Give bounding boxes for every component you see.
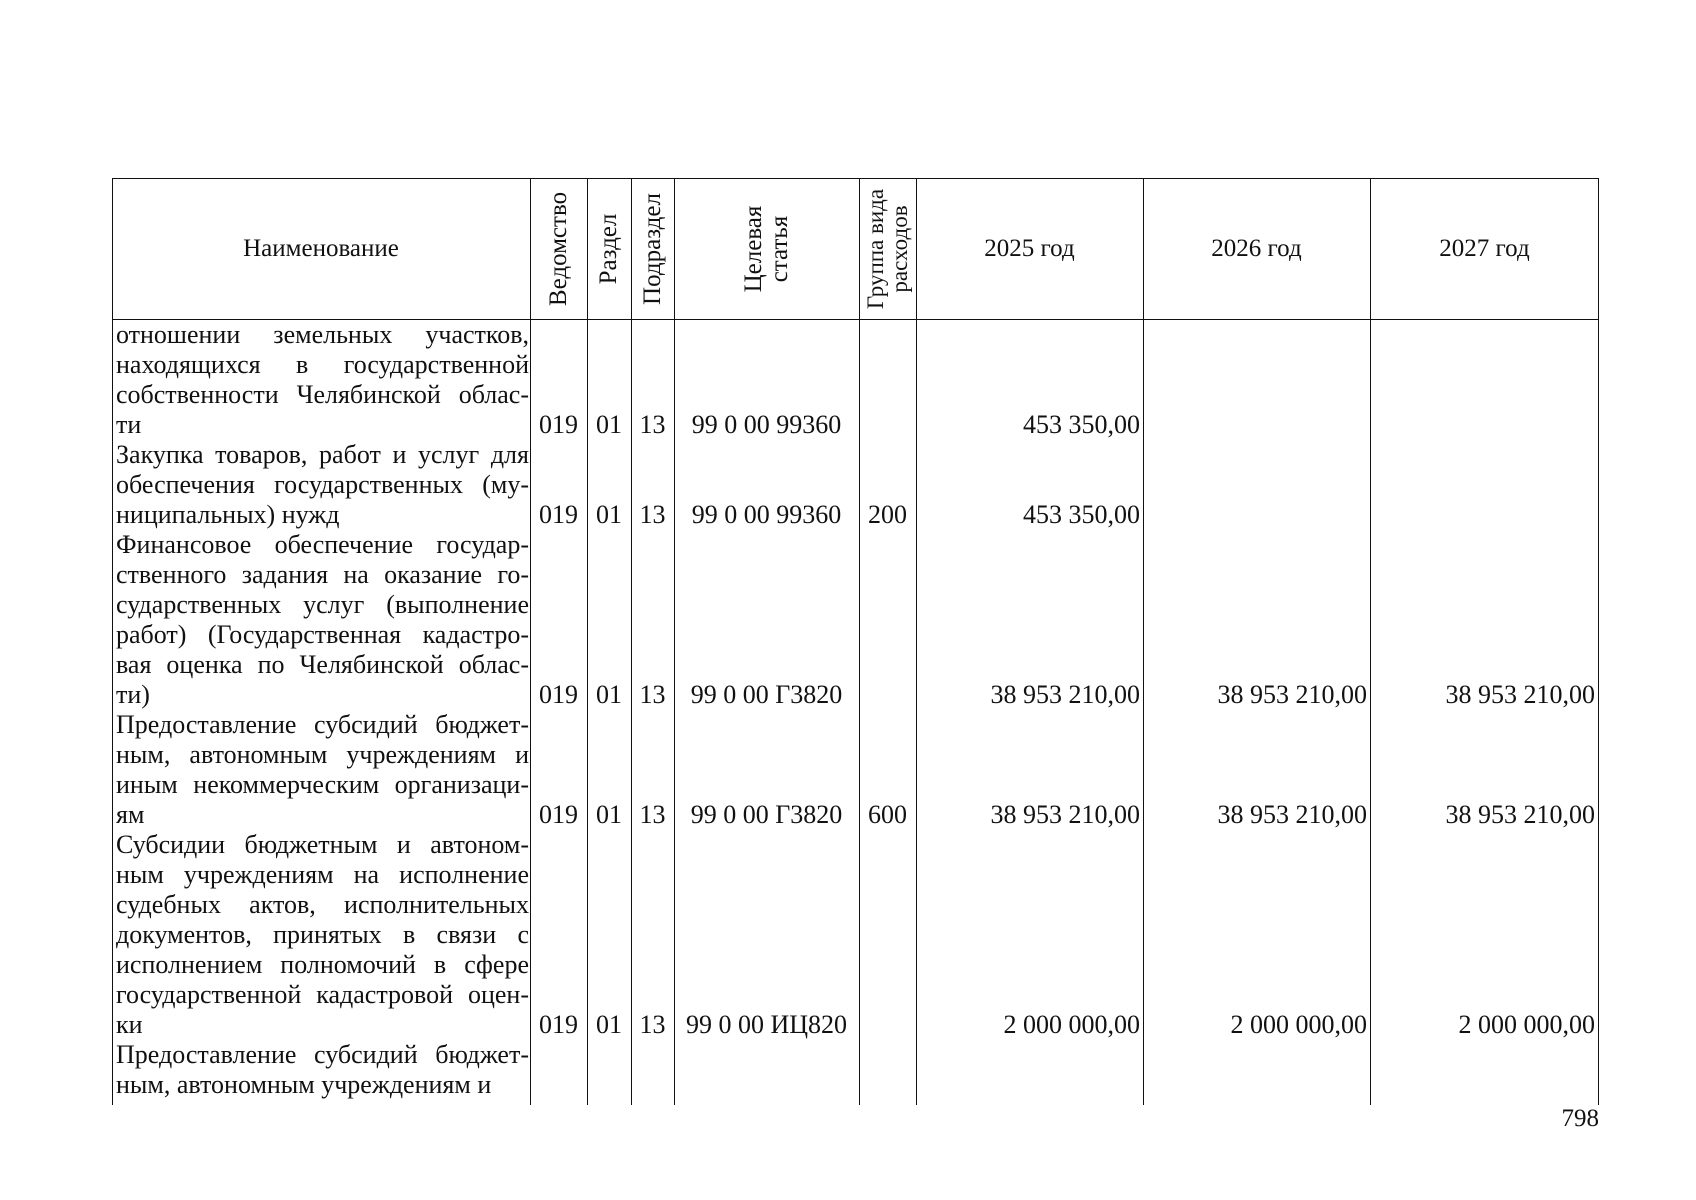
- col-divider: [674, 178, 675, 1105]
- cell-target: 99 0 00 Г3820: [690, 800, 843, 829]
- row-name-line: судебных актов, исполнительных: [116, 890, 529, 919]
- row-name-line: собственности Челябинской облас-: [116, 380, 529, 409]
- header-2026-label: 2026 год: [1211, 234, 1302, 262]
- row-name-line: ниципальных) нужд: [116, 500, 340, 529]
- col-divider: [859, 178, 860, 1105]
- row-name-line: ным, автономным учреждениям и: [116, 740, 529, 769]
- col-divider: [112, 178, 113, 1105]
- cell-section: 01: [596, 410, 622, 439]
- cell-dept: 019: [539, 500, 578, 529]
- header-target-line2: статья: [765, 215, 793, 282]
- cell-dept: 019: [539, 1010, 578, 1039]
- cell-y2025: 38 953 210,00: [990, 800, 1140, 829]
- cell-dept: 019: [539, 680, 578, 709]
- row-name: [116, 830, 529, 1040]
- header-2027: [1370, 178, 1599, 319]
- budget-table: [112, 178, 1599, 1105]
- row-name-line: ти: [116, 410, 142, 439]
- header-dept-label: Ведомство: [544, 191, 572, 306]
- header-name-label: Наименование: [243, 234, 399, 262]
- cell-target: 99 0 00 ИЦ820: [685, 1010, 848, 1039]
- row-name-line: сударственных услуг (выполнение: [116, 590, 529, 619]
- header-section-label: Раздел: [595, 213, 622, 284]
- row-name-line: вая оценка по Челябинской облас-: [116, 650, 529, 679]
- cell-y2026: 38 953 210,00: [1217, 680, 1367, 709]
- col-divider: [631, 178, 632, 1105]
- header-2025: [916, 178, 1143, 319]
- cell-y2026: 38 953 210,00: [1217, 800, 1367, 829]
- header-2026: [1143, 178, 1370, 319]
- row-name-line: иным некоммерческим организаци-: [116, 770, 529, 799]
- cell-subsection: 13: [639, 680, 666, 709]
- cell-subsection: 13: [639, 1010, 666, 1039]
- cell-target: 99 0 00 Г3820: [690, 680, 843, 709]
- row-name-line: ки: [116, 1010, 143, 1039]
- cell-y2027: 38 953 210,00: [1445, 680, 1595, 709]
- cell-y2025: 2 000 000,00: [1003, 1010, 1140, 1039]
- col-divider: [1370, 178, 1371, 1105]
- header-target-line1: Целевая: [739, 205, 767, 292]
- cell-section: 01: [596, 680, 622, 709]
- row-name-line: Субсидии бюджетным и автоном-: [116, 830, 529, 859]
- cell-section: 01: [596, 500, 622, 529]
- row-name-line: ти): [116, 680, 150, 709]
- cell-section: 01: [596, 800, 622, 829]
- row-name-line: работ) (Государственная кадастро-: [116, 620, 529, 649]
- row-name-line: обеспечения государственных (му-: [116, 470, 529, 499]
- row-name-line: исполнением полномочий в сфере: [116, 950, 529, 979]
- col-divider: [530, 178, 531, 1105]
- header-target-label: [741, 205, 793, 292]
- col-divider: [1143, 178, 1144, 1105]
- row-name-line: ным учреждениям на исполнение: [116, 860, 529, 889]
- cell-dept: 019: [539, 410, 578, 439]
- header-group: [859, 178, 916, 319]
- cell-group: 600: [868, 800, 907, 829]
- row-name-line: Финансовое обеспечение государ-: [116, 530, 529, 559]
- header-section: [587, 178, 631, 319]
- page-number: 798: [1561, 1105, 1599, 1132]
- header-target: [674, 178, 859, 319]
- cell-subsection: 13: [639, 410, 666, 439]
- row-name-line: ственного задания на оказание го-: [116, 560, 529, 589]
- col-divider: [916, 178, 917, 1105]
- cell-y2027: 2 000 000,00: [1458, 1010, 1595, 1039]
- row-name-line: государственной кадастровой оцен-: [116, 980, 529, 1009]
- header-group-line2: расходов: [886, 204, 912, 293]
- header-dept: [530, 178, 587, 319]
- header-group-line1: Группа вида: [862, 188, 888, 309]
- cell-y2025: 38 953 210,00: [990, 680, 1140, 709]
- cell-y2025: 453 350,00: [1023, 500, 1140, 529]
- row-name-line: Закупка товаров, работ и услуг для: [116, 440, 529, 469]
- cell-group: 200: [868, 500, 907, 529]
- col-divider: [587, 178, 588, 1105]
- header-subsection-label: Подраздел: [638, 192, 666, 305]
- cell-subsection: 13: [639, 500, 666, 529]
- row-name-line: документов, принятых в связи с: [116, 920, 529, 949]
- cell-target: 99 0 00 99360: [691, 410, 842, 439]
- row-name-line: Предоставление субсидий бюджет-: [116, 710, 529, 739]
- row-name: [116, 1040, 529, 1100]
- cell-y2025: 453 350,00: [1023, 410, 1140, 439]
- header-group-label: [864, 188, 912, 308]
- header-2027-label: 2027 год: [1439, 234, 1530, 262]
- cell-subsection: 13: [639, 800, 666, 829]
- header-2025-label: 2025 год: [984, 234, 1075, 262]
- cell-dept: 019: [539, 800, 578, 829]
- row-name: [116, 440, 529, 530]
- row-name-line: Предоставление субсидий бюджет-: [116, 1040, 529, 1069]
- cell-section: 01: [596, 1010, 622, 1039]
- table-top-border: [112, 178, 1599, 179]
- row-name-line: отношении земельных участков,: [116, 320, 529, 349]
- header-name: [112, 178, 530, 319]
- cell-target: 99 0 00 99360: [691, 500, 842, 529]
- header-subsection: [631, 178, 674, 319]
- row-name: [116, 710, 529, 830]
- row-name-line: находящихся в государственной: [116, 350, 529, 379]
- row-name: [116, 320, 529, 440]
- cell-y2026: 2 000 000,00: [1230, 1010, 1367, 1039]
- row-name-line: ным, автономным учреждениям и: [116, 1070, 492, 1099]
- cell-y2027: 38 953 210,00: [1445, 800, 1595, 829]
- col-divider: [1598, 178, 1599, 1105]
- row-name-line: ям: [116, 800, 145, 829]
- row-name: [116, 530, 529, 710]
